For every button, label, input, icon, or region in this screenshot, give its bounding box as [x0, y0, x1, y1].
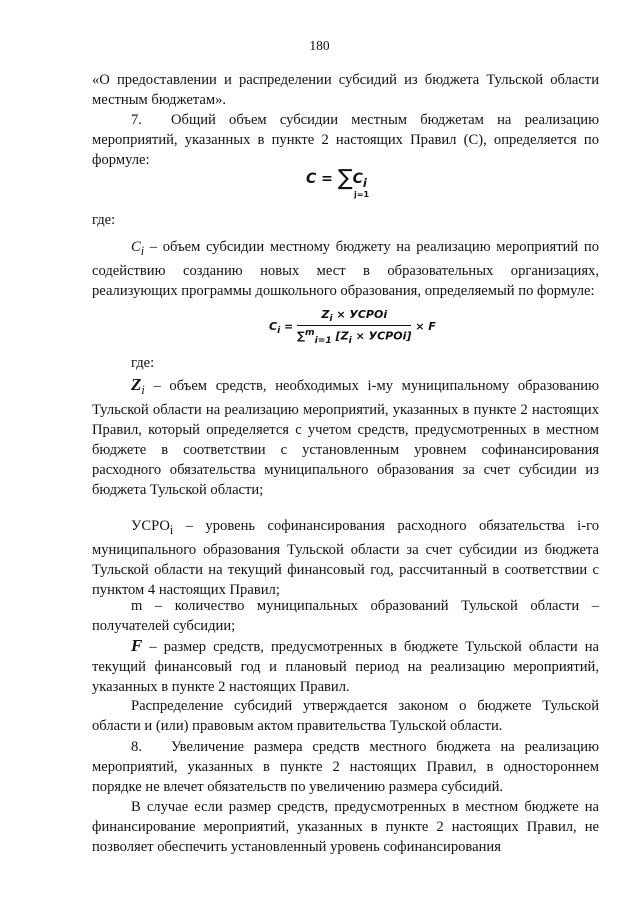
paragraph-zi — [92, 375, 599, 500]
ci-subscript: i — [140, 243, 145, 258]
formula2-numerator — [297, 308, 411, 326]
formula-term: C — [352, 171, 363, 187]
where-label-1: где: — [92, 212, 116, 228]
paragraph-7-number: 7. — [131, 112, 142, 128]
f-symbol: F — [131, 636, 143, 655]
ci-symbol: C — [131, 239, 141, 255]
formula-lhs: C = — [306, 171, 338, 187]
paragraph-8 — [92, 737, 599, 797]
denominator-z: [Z — [331, 329, 349, 343]
formula2-tail: × F — [415, 320, 436, 334]
numerator-usro: × УСРОi — [332, 308, 388, 321]
paragraph-8-text: Увеличение размера средств местного бюджета на реализацию мероприятий, указанных в пункте 2 настоящих Правил, в одностороннем порядке не влечет обязательств по увеличению размера субсидий. — [92, 739, 599, 796]
formula-term-subscript: i — [362, 175, 367, 190]
numerator-z-subscript: i — [329, 313, 333, 325]
usro-definition: – уровень софинансирования расходного обязательства i-го муниципального образования Тульской области за счет субсидии из бюджета Тульской области на текущий финансовый год, рассчитанный в соответствии с пунктом 4 настоящих Правил; — [92, 518, 599, 599]
paragraph-last: В случае если размер средств, предусмотренных в местном бюджете на финансирование мероприятий, указанных в пункте 2 настоящих Правил, не позволяет обеспечить установленный уровень софинансирования — [92, 799, 599, 856]
paragraph-7 — [92, 110, 599, 170]
paragraph-ci — [92, 237, 599, 301]
denominator-usro: × УСРОi] — [351, 329, 412, 343]
where-label-2: где: — [131, 355, 155, 371]
zi-symbol: Z — [131, 375, 142, 394]
ci-definition: – объем субсидии местному бюджету на реализацию мероприятий по содействию созданию новых мест в образовательных организациях, реализующих программы дошкольного образования, определяемый по формуле: — [92, 239, 599, 300]
paragraph-8-number: 8. — [131, 739, 142, 755]
f-definition: – размер средств, предусмотренных в бюджете Тульской области на текущий финансовый год и плановый период на реализацию мероприятий, указанных в пункте 2 настоящих Правил. — [92, 639, 599, 696]
formula2-equals: = — [280, 320, 298, 334]
denominator-sum: ∑ — [297, 329, 306, 343]
paragraph-7-text: Общий объем субсидии местным бюджетам на реализацию мероприятий, указанных в пункте 2 настоящих Правил (С), определяется по формуле: — [92, 112, 599, 169]
numerator-z: Z — [321, 308, 330, 321]
page-number: 180 — [309, 38, 330, 53]
zi-subscript: i — [141, 382, 145, 397]
paragraph-usro — [92, 516, 599, 600]
denominator-lower-limit: i=1 — [314, 335, 332, 347]
paragraph-distribution: Распределение субсидий утверждается законом о бюджете Тульской области и (или) правовым актом правительства Тульской области. — [92, 698, 599, 735]
formula2-lhs: C — [269, 320, 278, 334]
paragraph-intro: «О предоставлении и распределении субсидий из бюджета Тульской области местным бюджетам». — [92, 72, 599, 109]
denominator-z-subscript: i — [348, 335, 352, 347]
zi-definition: – объем средств, необходимых i-му муниципальному образованию Тульской области на реализацию мероприятий, указанных в пункте 2 настоящих Правил, который определяется с учетом средств, предусмотренных в местном бюджете в соответствии с установленным уровнем софинансирования расходного обязательства муниципального образования за счет субсидии из бюджета Тульской области; — [92, 378, 599, 499]
usro-subscript: i — [169, 522, 174, 537]
sum-symbol: ∑ — [337, 166, 353, 191]
paragraph-m: m – количество муниципальных образований Тульской области – получателей субсидии; — [92, 598, 599, 635]
formula2-fraction — [297, 308, 411, 346]
usro-symbol: УСРО — [131, 518, 170, 534]
paragraph-f — [92, 636, 599, 697]
formula-local-subsidy — [269, 308, 436, 346]
formula2-denominator — [297, 326, 411, 346]
formula2-lhs-subscript: i — [277, 325, 281, 337]
formula-total-subsidy — [306, 164, 370, 199]
denominator-upper-limit: m — [305, 327, 315, 339]
sum-limit: j=1 — [354, 190, 370, 199]
